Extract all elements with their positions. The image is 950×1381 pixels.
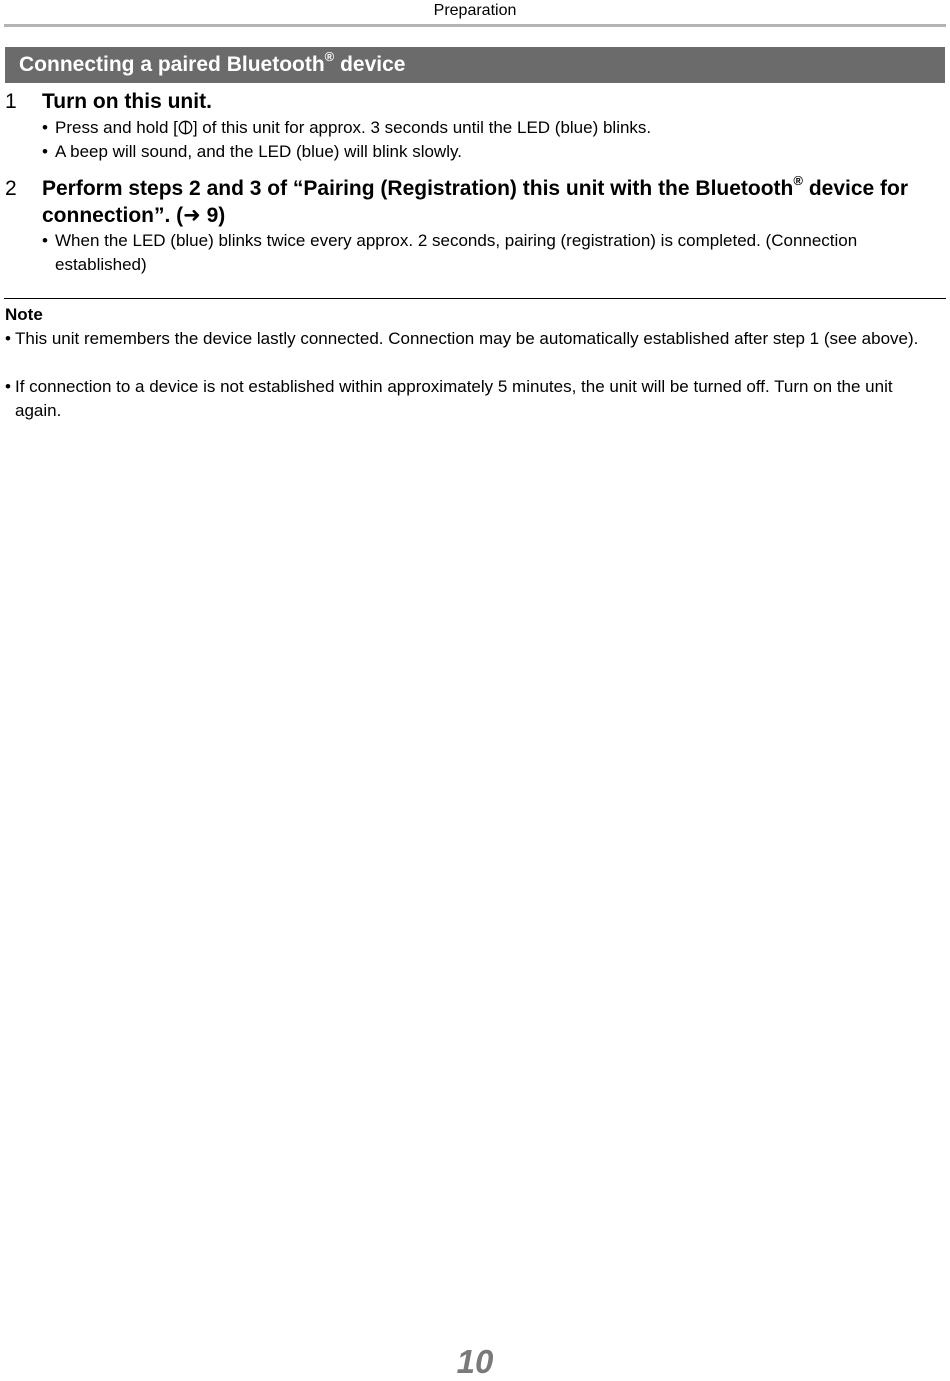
step-title-a: Perform steps 2 and 3 of “Pairing (Registration) this unit with the Bluetooth [42, 177, 794, 200]
registered-mark: ® [793, 173, 803, 188]
bullet-dot: • [42, 118, 48, 137]
step-bullet [42, 229, 922, 277]
section-title: Connecting a paired Bluetooth [19, 53, 325, 76]
step-title: Turn on this unit. [42, 90, 212, 113]
bullet-dot: • [5, 377, 11, 396]
bullet-text: A beep will sound, and the LED (blue) will blink slowly. [55, 142, 462, 161]
step-title [42, 175, 942, 229]
bullet-dot: • [5, 329, 11, 348]
note-text: This unit remembers the device lastly connected. Connection may be automatically established after step 1 (see above). [15, 329, 919, 348]
step-number: 2 [5, 177, 17, 200]
note-item [5, 375, 943, 423]
bullet-text: When the LED (blue) blinks twice every approx. 2 seconds, pairing (registration) is completed. (Connection established) [55, 231, 858, 274]
step-number: 1 [5, 90, 17, 113]
bullet-dot: • [42, 142, 48, 161]
header-rule [4, 24, 946, 27]
step-bullet [42, 140, 922, 164]
note-heading: Note [5, 305, 43, 324]
step-bullet [42, 116, 922, 140]
section-title-bar [5, 47, 945, 83]
step-title-b: device for connection”. (➜ 9) [42, 177, 909, 227]
bullet-text-pre: Press and hold [ [55, 118, 178, 137]
running-header: Preparation [433, 2, 517, 19]
bullet-dot: • [42, 231, 48, 250]
bullet-text-post: ] of this unit for approx. 3 seconds until the LED (blue) blinks. [192, 118, 652, 137]
note-item [5, 327, 943, 351]
registered-mark: ® [324, 49, 335, 64]
section-title-end: device [334, 53, 406, 76]
power-icon [178, 118, 193, 133]
page-number: 10 [456, 1343, 494, 1380]
note-text: If connection to a device is not established within approximately 5 minutes, the unit will be turned off. Turn on the unit again. [15, 377, 893, 420]
note-divider [4, 298, 946, 299]
